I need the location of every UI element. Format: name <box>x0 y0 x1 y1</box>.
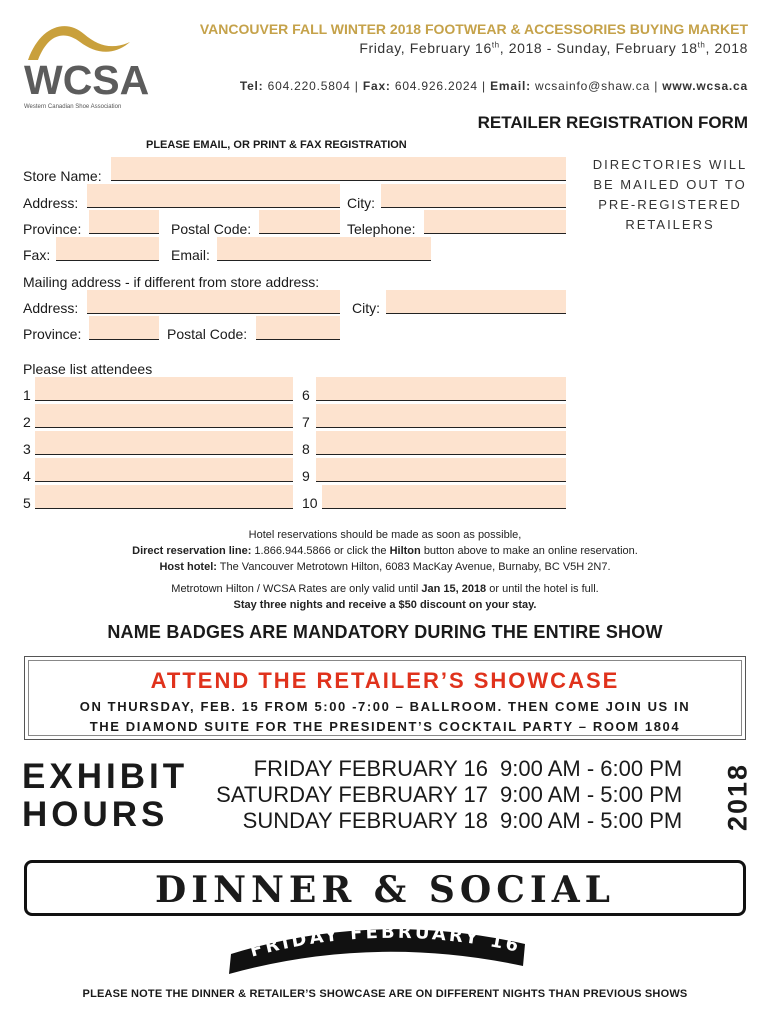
dinner-date-ribbon <box>223 908 533 974</box>
mailing-address-label: Address: <box>23 300 79 316</box>
logo-wordmark: WCSA <box>24 57 150 103</box>
exhibit-time-2: 9:00 AM - 5:00 PM <box>500 782 683 807</box>
postal-code-label: Postal Code: <box>171 221 252 237</box>
directories-note: DIRECTORIES WILL BE MAILED OUT TO PRE-REGISTERED RETAILERS <box>592 157 748 232</box>
exhibit-day-2: SATURDAY FEBRUARY 17 <box>216 782 488 807</box>
email-field-label: Email: <box>171 247 210 263</box>
attendee-number: 7 <box>302 414 310 430</box>
email-field[interactable] <box>217 237 431 261</box>
address-field[interactable] <box>87 184 340 208</box>
attendee-number: 1 <box>23 387 31 403</box>
city-label: City: <box>347 195 375 211</box>
exhibit-time-1: 9:00 AM - 6:00 PM <box>500 756 683 781</box>
attendee-field-4[interactable] <box>35 458 293 482</box>
mailing-heading: Mailing address - if different from store address: <box>23 274 320 290</box>
exhibit-day-3: SUNDAY FEBRUARY 18 <box>242 808 488 833</box>
province-field[interactable] <box>89 210 159 234</box>
attendees-heading: Please list attendees <box>23 361 153 377</box>
attendee-number: 5 <box>23 495 31 511</box>
telephone-field[interactable] <box>424 210 566 234</box>
footer-note: PLEASE NOTE THE DINNER & RETAILER’S SHOWCASE ARE ON DIFFERENT NIGHTS THAN PREVIOUS SHOWS <box>82 988 688 1000</box>
attendee-field-10[interactable] <box>322 485 566 509</box>
exhibit-year: 2018 <box>722 762 753 832</box>
showcase-title: ATTEND THE RETAILER’S SHOWCASE <box>150 668 620 693</box>
tel-label: Tel: <box>239 79 264 93</box>
exhibit-hours-title: EXHIBIT HOURS <box>22 757 189 834</box>
fax-value: 604.926.2024 <box>394 79 478 93</box>
form-title: RETAILER REGISTRATION FORM <box>477 113 748 132</box>
attendee-number: 6 <box>302 387 310 403</box>
website-link[interactable]: www.wcsa.ca <box>662 79 748 93</box>
exhibit-day-1: FRIDAY FEBRUARY 16 <box>253 756 488 781</box>
hotel-line-5: Stay three nights and receive a $50 discount on your stay. <box>233 599 537 611</box>
logo-subtitle: Western Canadian Shoe Association <box>24 104 122 110</box>
attendee-field-6[interactable] <box>316 377 566 401</box>
dinner-title: DINNER & SOCIAL <box>155 869 615 911</box>
showcase-line-1: ON THURSDAY, FEB. 15 FROM 5:00 -7:00 – BALLROOM. THEN COME JOIN US IN <box>79 699 691 714</box>
fax-field-label: Fax: <box>23 247 51 263</box>
attendee-number: 10 <box>302 495 318 511</box>
fax-field[interactable] <box>56 237 159 261</box>
contact-line: Tel: 604.220.5804 | Fax: 604.926.2024 | Email: wcsainfo@shaw.ca | www.wcsa.ca <box>239 79 748 93</box>
badges-notice: NAME BADGES ARE MANDATORY DURING THE ENTIRE SHOW <box>107 622 663 642</box>
attendee-number: 9 <box>302 468 310 484</box>
event-title: VANCOUVER FALL WINTER 2018 FOOTWEAR & ACCESSORIES BUYING MARKET <box>199 21 748 37</box>
hotel-line-4: Metrotown Hilton / WCSA Rates are only valid until Jan 15, 2018 or until the hotel is full. <box>171 583 599 595</box>
hotel-info <box>0 527 770 613</box>
attendee-field-1[interactable] <box>35 377 293 401</box>
city-field[interactable] <box>381 184 566 208</box>
mailing-address-field[interactable] <box>87 290 340 314</box>
attendee-field-9[interactable] <box>316 458 566 482</box>
attendee-field-3[interactable] <box>35 431 293 455</box>
mailing-city-field[interactable] <box>386 290 566 314</box>
mailing-city-label: City: <box>352 300 380 316</box>
store-name-label: Store Name: <box>23 168 102 184</box>
hotel-line-3: Host hotel: The Vancouver Metrotown Hilton, 6083 MacKay Avenue, Burnaby, BC V5H 2N7. <box>159 561 611 573</box>
address-label: Address: <box>23 195 79 211</box>
store-name-field[interactable] <box>111 157 566 181</box>
telephone-label: Telephone: <box>347 221 416 237</box>
attendee-field-2[interactable] <box>35 404 293 428</box>
province-label: Province: <box>23 221 82 237</box>
mailing-postal-code-field[interactable] <box>256 316 340 340</box>
hilton-link[interactable]: Hilton <box>389 545 421 557</box>
attendee-number: 8 <box>302 441 310 457</box>
fax-label: Fax: <box>362 79 391 93</box>
attendee-field-8[interactable] <box>316 431 566 455</box>
hotel-line-1: Hotel reservations should be made as soon as possible, <box>248 529 522 541</box>
event-dates: Friday, February 16th, 2018 - Sunday, February 18th, 2018 <box>359 40 748 56</box>
wcsa-logo <box>20 20 150 110</box>
mailing-postal-code-label: Postal Code: <box>167 326 248 342</box>
hotel-line-2: Direct reservation line: 1.866.944.5866 or click the Hilton button above to make an online reservation. <box>132 545 638 557</box>
showcase-line-2: THE DIAMOND SUITE FOR THE PRESIDENT’S COCKTAIL PARTY – ROOM 1804 <box>89 719 681 734</box>
mailing-province-field[interactable] <box>89 316 159 340</box>
email-label: Email: <box>490 79 531 93</box>
form-instructions: PLEASE EMAIL, OR PRINT & FAX REGISTRATION <box>146 139 407 151</box>
postal-code-field[interactable] <box>259 210 340 234</box>
attendee-number: 2 <box>23 414 31 430</box>
exhibit-time-3: 9:00 AM - 5:00 PM <box>500 808 683 833</box>
attendee-number: 4 <box>23 468 31 484</box>
mailing-province-label: Province: <box>23 326 82 342</box>
attendee-number: 3 <box>23 441 31 457</box>
tel-value: 604.220.5804 <box>267 79 351 93</box>
email-link[interactable]: wcsainfo@shaw.ca <box>535 79 651 93</box>
ribbon-text: FRIDAY FEBRUARY 16 <box>247 921 524 962</box>
showcase-box <box>24 656 746 740</box>
attendee-field-5[interactable] <box>35 485 293 509</box>
attendee-field-7[interactable] <box>316 404 566 428</box>
